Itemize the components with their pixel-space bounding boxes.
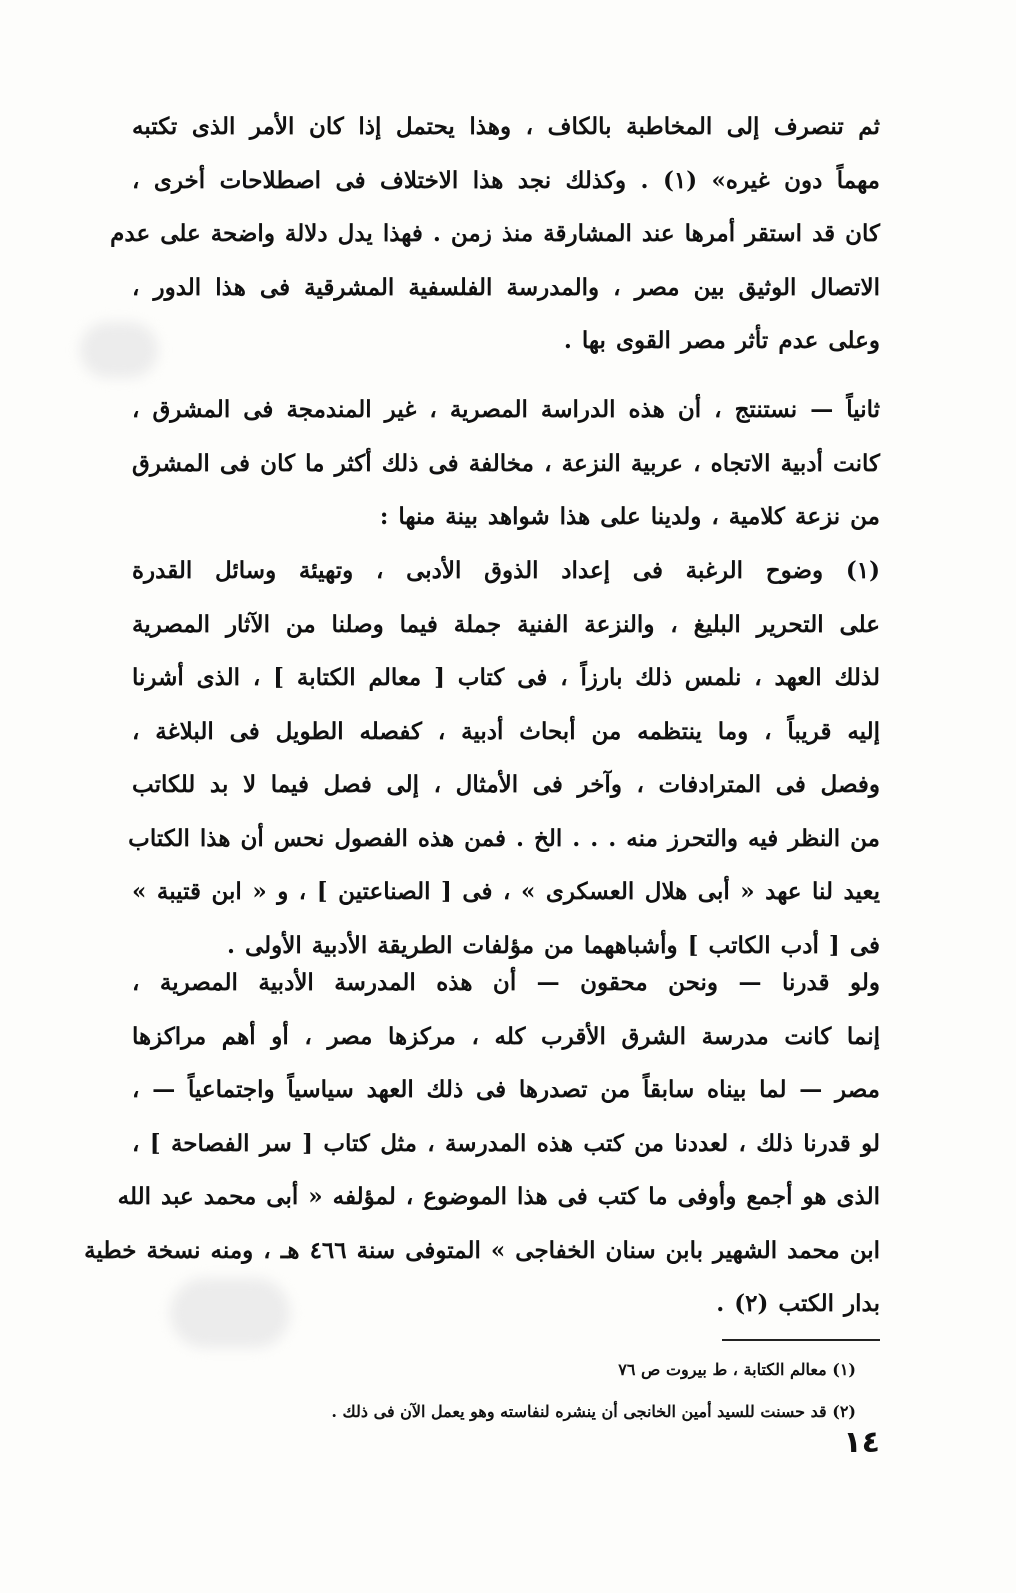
footnote-1: (١) معالم الكتابة ، ط بيروت ص ٧٦ bbox=[618, 1360, 856, 1379]
text-line: الذى هو أجمع وأوفى ما كتب فى هذا الموضوع ، لمؤلفه « أبى محمد عبد الله bbox=[117, 1183, 880, 1210]
text-line: ثانياً — نستنتج ، أن هذه الدراسة المصرية ، غير المندمجة فى المشرق ، bbox=[132, 396, 880, 423]
text-line: الاتصال الوثيق بين مصر ، والمدرسة الفلسفية المشرقية فى هذا الدور ، bbox=[132, 273, 881, 301]
footnotes bbox=[150, 1349, 856, 1433]
text-line: ابن محمد الشهير بابن سنان الخفاجى » المتوفى سنة ٤٦٦ هـ ، ومنه نسخة خطية bbox=[84, 1236, 880, 1264]
text-line: إليه قريباً ، وما ينتظمه من أبحاث أدبية ، كفصله الطويل فى البلاغة ، bbox=[132, 717, 880, 745]
text-line: من النظر فيه والتحرز منه . . . الخ . فمن هذه الفصول نحس أن هذا الكتاب bbox=[128, 824, 880, 852]
text-line: إنما كانت مدرسة الشرق الأقرب كله ، مركزها مصر ، أو أهم مراكزها bbox=[132, 1022, 880, 1050]
text-line: على التحرير البليغ ، والنزعة الفنية جملة فيما وصلنا من الآثار المصرية bbox=[132, 610, 880, 638]
text-line: وفصل فى المترادفات ، وآخر فى الأمثال ، إلى فصل فيما لا بد للكاتب bbox=[132, 771, 880, 798]
text-line: بدار الكتب (٢) . bbox=[716, 1290, 880, 1317]
text-line: لو قدرنا ذلك ، لعددنا من كتب هذه المدرسة ، مثل كتاب [ سر الفصاحة ] ، bbox=[132, 1129, 880, 1157]
text-line: من نزعة كلامية ، ولدينا على هذا شواهد بينة منها : bbox=[379, 503, 880, 530]
paragraph-2 bbox=[132, 383, 880, 544]
text-line: ثم تنصرف إلى المخاطبة بالكاف ، وهذا يحتمل إذا كان الأمر الذى تكتبه bbox=[132, 113, 880, 140]
text-line: يعيد لنا عهد « أبى هلال العسكرى » ، فى [ الصناعتين ] ، و « ابن قتيبة » bbox=[132, 878, 880, 905]
text-line: وعلى عدم تأثر مصر القوى بها . bbox=[563, 327, 880, 354]
footnote-divider bbox=[722, 1339, 880, 1341]
text-line: كانت أدبية الاتجاه ، عربية النزعة ، مخالفة فى ذلك أكثر ما كان فى المشرق bbox=[132, 449, 880, 477]
text-line: ولو قدرنا — ونحن محقون — أن هذه المدرسة الأدبية المصرية ، bbox=[132, 969, 880, 996]
text-line: فى [ أدب الكاتب ] وأشباههما من مؤلفات الطريقة الأدبية الأولى . bbox=[226, 931, 880, 959]
footnote-2: (٢) قد حسنت للسيد أمين الخانجى أن ينشره لنفاسته وهو يعمل الآن فى ذلك . bbox=[331, 1402, 856, 1421]
paragraph-3 bbox=[128, 544, 880, 972]
paragraph-1 bbox=[110, 100, 881, 368]
page-number: ١٤ bbox=[843, 1425, 880, 1460]
text-line: مهماً دون غيره» (١) . وكذلك نجد هذا الاختلاف فى اصطلاحات أخرى ، bbox=[132, 166, 880, 194]
text-line: لذلك العهد ، نلمس ذلك بارزاً ، فى كتاب [ معالم الكتابة ] ، الذى أشرنا bbox=[132, 664, 880, 691]
text-line: مصر — لما بيناه سابقاً من تصدرها فى ذلك العهد سياسياً واجتماعياً — ، bbox=[132, 1076, 880, 1103]
text-line: (١) وضوح الرغبة فى إعداد الذوق الأدبى ، وتهيئة وسائل القدرة bbox=[132, 557, 880, 584]
text-line: كان قد استقر أمرها عند المشارقة منذ زمن . فهذا يدل دلالة واضحة على عدم bbox=[110, 220, 880, 247]
paragraph-4 bbox=[84, 956, 880, 1331]
